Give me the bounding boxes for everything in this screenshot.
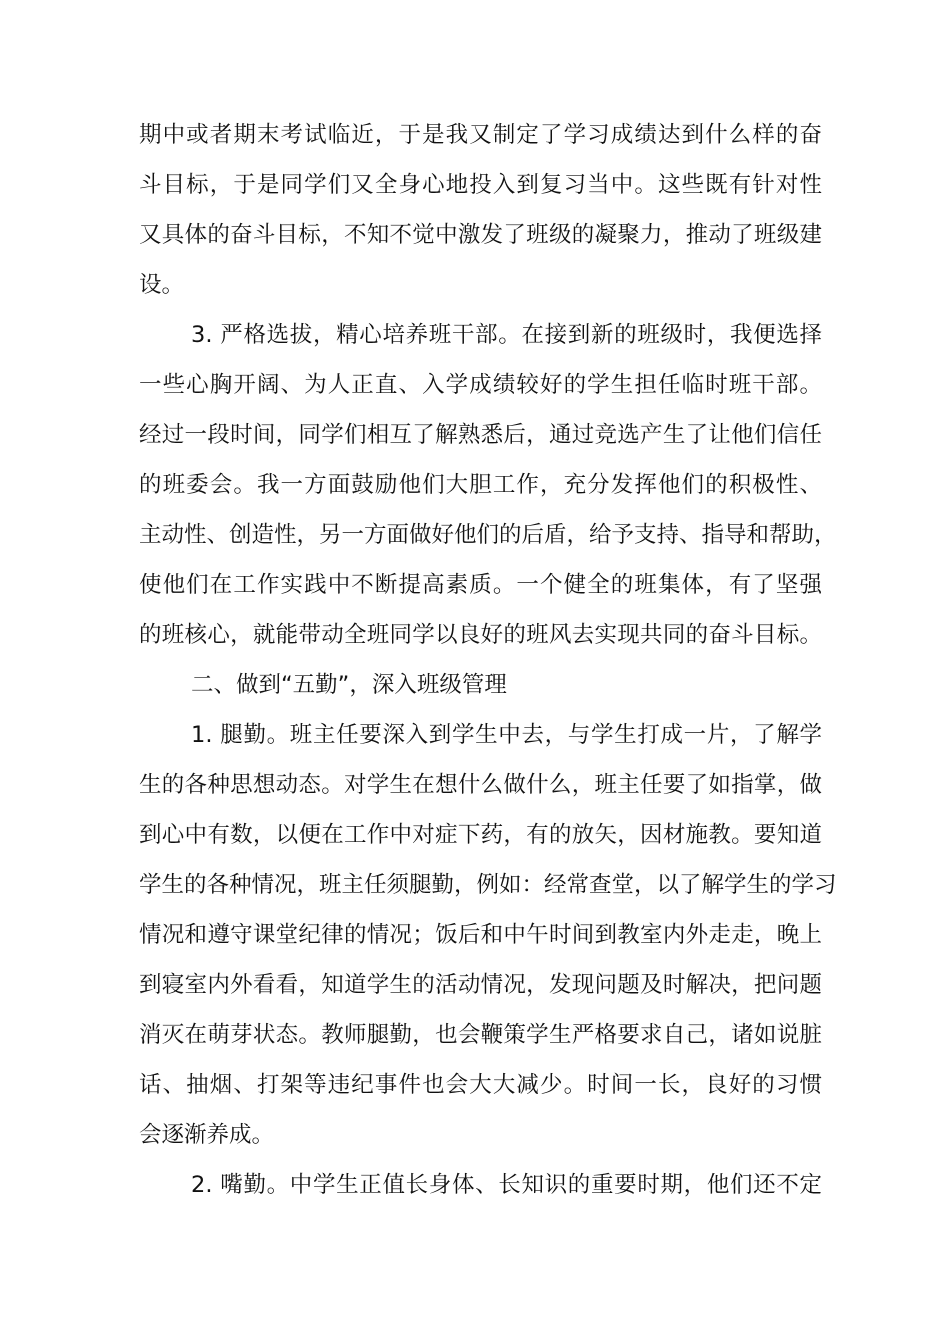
paragraph-line [0, 217, 950, 253]
line-text: 会逐渐养成。 [139, 1122, 275, 1148]
line-text: 到寝室内外看看，知道学生的活动情况，发现问题及时解决，把问题 [139, 972, 822, 998]
line-text: 情况和遵守课堂纪律的情况；饭后和中午时间到教室内外走走，晚上 [139, 922, 822, 948]
paragraph-line [0, 167, 950, 203]
line-text: 生的各种思想动态。对学生在想什么做什么，班主任要了如指掌，做 [139, 772, 822, 798]
paragraph-line [0, 1167, 950, 1203]
paragraph-line [0, 617, 950, 653]
section-heading [0, 667, 950, 703]
paragraph-line [0, 867, 950, 903]
paragraph-line [0, 467, 950, 503]
line-text: 3. 严格选拔，精心培养班干部。在接到新的班级时，我便选择 [191, 322, 822, 348]
paragraph-line [0, 417, 950, 453]
line-text: 又具体的奋斗目标，不知不觉中激发了班级的凝聚力，推动了班级建 [139, 222, 822, 248]
paragraph-line [0, 267, 950, 303]
paragraph-line [0, 767, 950, 803]
line-text: 主动性、创造性，另一方面做好他们的后盾，给予支持、指导和帮助， [139, 522, 837, 548]
line-text: 设。 [139, 272, 185, 298]
line-text: 消灭在萌芽状态。教师腿勤，也会鞭策学生严格要求自己，诸如说脏 [139, 1022, 822, 1048]
paragraph-line [0, 517, 950, 553]
line-text: 学生的各种情况，班主任须腿勤，例如：经常查堂，以了解学生的学习 [139, 872, 837, 898]
line-text: 使他们在工作实践中不断提高素质。一个健全的班集体，有了坚强 [139, 572, 822, 598]
line-text: 2. 嘴勤。中学生正值长身体、长知识的重要时期，他们还不定 [191, 1172, 822, 1198]
paragraph-line [0, 1117, 950, 1153]
heading-text: 二、做到“五勤”，深入班级管理 [191, 672, 507, 698]
line-text: 的班核心，就能带动全班同学以良好的班风去实现共同的奋斗目标。 [139, 622, 822, 648]
paragraph-line [0, 1017, 950, 1053]
paragraph-line [0, 117, 950, 153]
paragraph-line [0, 817, 950, 853]
line-text: 到心中有数，以便在工作中对症下药，有的放矢，因材施教。要知道 [139, 822, 822, 848]
paragraph-line [0, 567, 950, 603]
paragraph-line [0, 967, 950, 1003]
paragraph-line [0, 717, 950, 753]
line-text: 经过一段时间，同学们相互了解熟悉后，通过竞选产生了让他们信任 [139, 422, 822, 448]
line-text: 斗目标，于是同学们又全身心地投入到复习当中。这些既有针对性 [139, 172, 822, 198]
line-text: 期中或者期末考试临近，于是我又制定了学习成绩达到什么样的奋 [139, 122, 822, 148]
line-text: 一些心胸开阔、为人正直、入学成绩较好的学生担任临时班干部。 [139, 372, 822, 398]
paragraph-line [0, 1067, 950, 1103]
paragraph-line [0, 917, 950, 953]
line-text: 的班委会。我一方面鼓励他们大胆工作，充分发挥他们的积极性、 [139, 472, 822, 498]
paragraph-line [0, 317, 950, 353]
line-text: 1. 腿勤。班主任要深入到学生中去，与学生打成一片，了解学 [191, 722, 822, 748]
paragraph-line [0, 367, 950, 403]
line-text: 话、抽烟、打架等违纪事件也会大大减少。时间一长，良好的习惯 [139, 1072, 822, 1098]
